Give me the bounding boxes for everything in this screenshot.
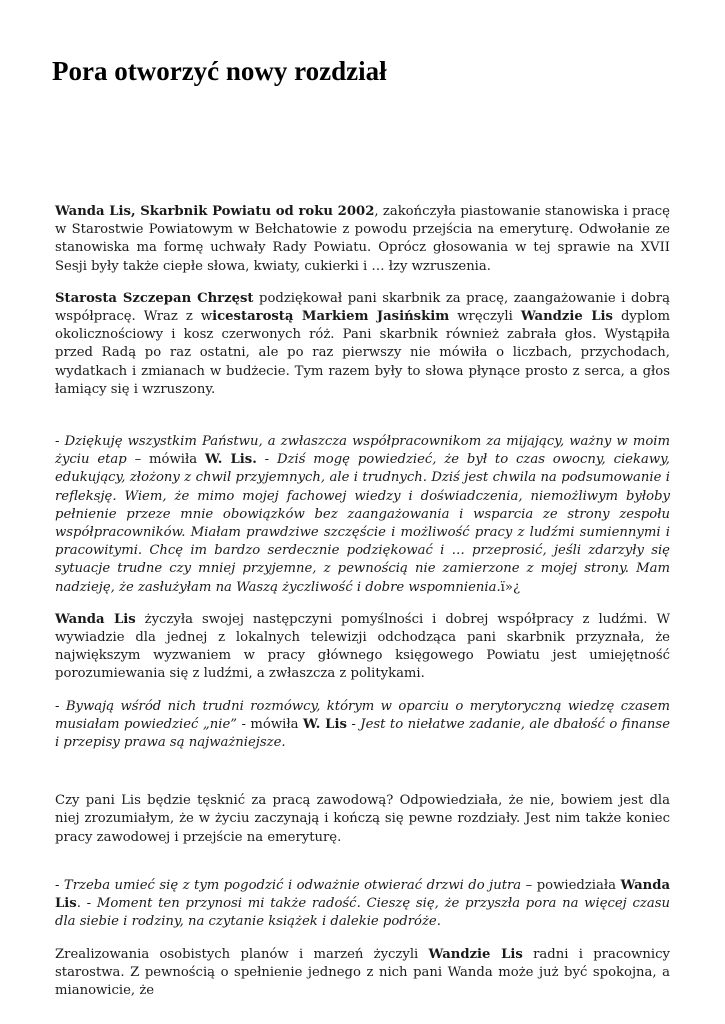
paragraph-quote-thanks: - Dziękuję wszystkim Państwu, a zwłaszcza współpracownikom za mijający, ważny w moim życiu etap – mówiła W. Lis. - Dziś mogę powiedzieć, że był to czas owocny, ciekawy, edukujący, złożony z chwil przyjemnych, ale i trudnych. Dziś jest chwila na podsumowanie i refleksję. Wiem, że mimo mojej fachowej wiedzy i doświadczenia, niemożliwym byłoby pełnienie przeze mnie obowiązków bez zaangażowania i wsparcia ze strony zespołu współpracowników. Miałam prawdziwe szczęście i możliwość pracy z ludźmi sumiennymi i pracowitymi. Chcę im bardzo serdecznie podziękować i … przeprosić, jeśli zdarzyły się sytuacje trudne czy mniej przyjemne, z pewnością nie zamierzone z mojej strony. Mam nadzieję, że zasłużyłam na Waszą życzliwość i dobre wspomnienia.ï»¿: [55, 434, 671, 595]
paragraph-quote-future: - Trzeba umieć się z tym pogodzić i odważnie otwierać drzwi do jutra – powiedziała Wanda Lis. - Moment ten przynosi mi także radość. Cieszę się, że przyszła pora na więcej czasu dla siebie i rodziny, na czytanie książek i dalekie podróże.: [55, 877, 671, 930]
paragraph-question: Czy pani Lis będzie tęsknić za pracą zawodową? Odpowiedziała, że nie, bowiem jest dla niej zrozumiałym, że w życiu zaczynają i kończą się pewne rozdziały. Jest nim także koniec pracy zawodowej i przejście na emeryturę.: [55, 793, 670, 845]
bold-phrase: Wanda Lis, Skarbnik Powiatu od roku 2002: [55, 204, 375, 219]
article-body: [55, 203, 670, 1000]
paragraph-intro: Wanda Lis, Skarbnik Powiatu od roku 2002, zakończyła piastowanie stanowiska i pracę w Starostwie Powiatowym w Bełchatowie z powodu przejścia na emeryturę. Odwołanie ze stanowiska ma formę uchwały Rady Powiatu. Oprócz głosowania w tej sprawie na XVII Sesji były także ciepłe słowa, kwiaty, cukierki i … łzy wzruszenia.: [55, 204, 670, 274]
paragraph-quote-politicians: - Bywają wśród nich trudni rozmówcy, którym w oparciu o merytoryczną wiedzę czasem musiałam powiedzieć „nie” - mówiła W. Lis - Jest to niełatwe zadanie, ale dbałość o finanse i przepisy prawa są najważniejsze.: [55, 698, 670, 751]
paragraph-starosta: Starosta Szczepan Chrzęst podziękował pani skarbnik za pracę, zaangażowanie i dobrą współpracę. Wraz z wicestarostą Markiem Jasińskim wręczyli Wandzie Lis dyplom okolicznościowy i kosz czerwonych róż. Pani skarbnik również zabrała głos. Wystąpiła przed Radą po raz ostatni, ale po raz pierwszy nie mówiła o liczbach, przychodach, wydatkach i zmianach w budżecie. Tym razem były to słowa płynące prosto z serca, a głos łamiący się i wzruszony.: [55, 290, 670, 397]
paragraph-wishes: Wanda Lis życzyła swojej następczyni pomyślności i dobrej współpracy z ludźmi. W wywiadzie dla jednej z lokalnych telewizji odchodząca pani skarbnik przyznała, że największym wyzwaniem w pracy głównego księgowego Powiatu jest umiejętność porozumiewania się z ludźmi, a zwłaszcza z politykami.: [55, 611, 671, 682]
paragraph-closing: Zrealizowania osobistych planów i marzeń życzyli Wandzie Lis radni i pracownicy starostwa. Z pewnością o spełnienie jednego z nich pani Wanda może już być spokojna, a mianowicie, że: [55, 946, 670, 998]
page-title: Pora otworzyć nowy rozdział: [52, 56, 387, 86]
